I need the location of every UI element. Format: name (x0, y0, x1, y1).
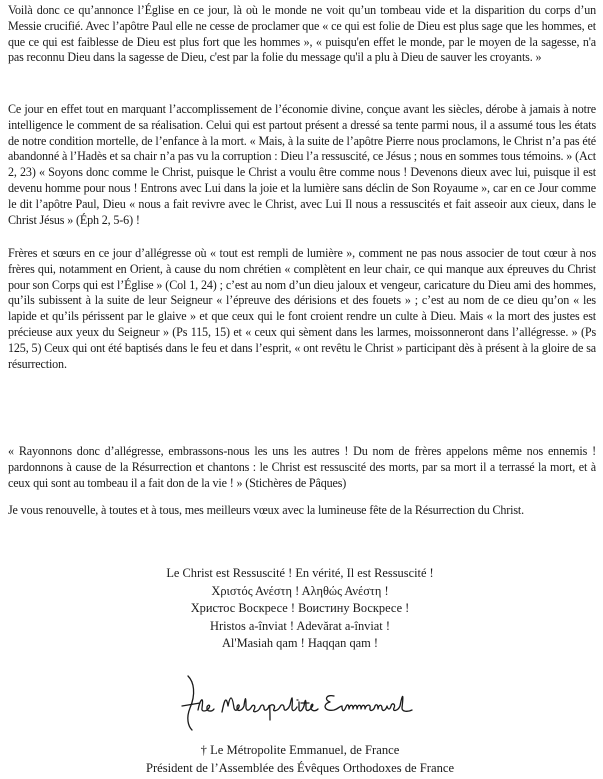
paragraph-5: Je vous renouvelle, à toutes et à tous, mes meilleurs vœux avec la lumineuse fête de la Résurrection du Christ. (8, 503, 525, 517)
greeting-greek: Χριστός Ανέστη ! Αληθώς Ανέστη ! (211, 583, 389, 598)
paschal-greetings (150, 565, 450, 653)
greeting-romanian: Hristos a-înviat ! Adevărat a-înviat ! (210, 618, 390, 633)
greeting-french: Le Christ est Ressuscité ! En vérité, Il est Ressuscité ! (166, 566, 434, 580)
signatory-name: † Le Métropolite Emmanuel, de France (200, 743, 400, 757)
handwritten-signature (176, 672, 416, 734)
signatory-block (120, 741, 480, 777)
paragraph-3: Frères et sœurs en ce jour d’allégresse où « tout est rempli de lumière », comment ne pas nous associer de tout cœur à nos frères qui, notamment en Orient, à cause du nom chrétien « complètent en leur chair, ce qui manque aux épreuves du Christ pour son Corps qui est l’Église » (Col 1, 24) ; c’est au nom d’un dieu jaloux et vengeur, caricature du Dieu ami des hommes, qu’ils subissent à la suite de leur Seigneur « l’épreuve des dérisions et des fouets » ; c’est au nom de ce dieu qu’on « les lapide et qu’ils périssent par le glaive » et que ceux qui le font croient rendre un culte à Dieu. Mais « la mort des justes est précieuse aux yeux du Seigneur » (Ps 115, 15) et « ceux qui sèment dans les larmes, moissonneront dans l’allégresse. » (Ps 125, 5) Ceux qui ont été baptisés dans le feu et dans l’esprit, « ont revêtu le Christ » participant dès à présent à la gloire de sa résurrection. (8, 246, 596, 371)
paragraph-4: « Rayonnons donc d’allégresse, embrassons-nous les uns les autres ! Du nom de frères appelons même nos ennemis ! pardonnons à cause de la Résurrection et chantons : le Christ est ressuscité des morts, par sa mort il a terrassé la mort, et à ceux qui sont au tombeau il a fait don de la vie ! » (Stichères de Pâques) (8, 444, 596, 490)
greeting-russian: Христос Воскресе ! Воистину Воскресе ! (190, 601, 410, 615)
greeting-arabic: Al'Masiah qam ! Haqqan qam ! (221, 636, 379, 650)
paragraph-2: Ce jour en effet tout en marquant l’accomplissement de l’économie divine, conçue avant les siècles, dérobe à jamais à notre intelligence le comment de sa réalisation. Celui qui est partout présent a dressé sa tente parmi nous, il a assumé tous les états de notre condition mortelle, de l’enfance à la mort. « Mais, à la suite de l’apôtre Pierre nous proclamons, le Christ n’a pas été abandonné à l’Hadès et sa chair n’a pas vu la corruption : Dieu l’a ressuscité, ce Jésus ; nous en sommes tous témoins. » (Act 2, 23) « Soyons donc comme le Christ, puisque le Christ a voulu être comme nous ! Devenons dieux avec lui, puisque il est devenu homme pour nous ! Entrons avec Lui dans la joie et la lumière sans déclin de Son Royaume », car en ce Jour comme le dit l’apôtre Paul, Dieu « nous a fait revivre avec le Christ, avec Lui Il nous a ressuscités et fait asseoir aux cieux, dans le Christ Jésus » (Éph 2, 5-6) ! (8, 102, 596, 227)
signatory-title: Président de l’Assemblée des Évêques Orthodoxes de France (145, 761, 455, 775)
paragraph-1: Voilà donc ce qu’annonce l’Église en ce jour, là où le monde ne voit qu’un tombeau vide et la disparition du corps d’un Messie crucifié. Avec l’apôtre Paul elle ne cesse de proclamer que « ce qui est folie de Dieu est plus sage que les hommes, et que ce qui est faiblesse de Dieu est plus fort que les hommes », « puisqu'en effet le monde, par le moyen de la sagesse, n'a pas reconnu Dieu dans la sagesse de Dieu, c'est par la folie du message qu'il a plu à Dieu de sauver les croyants. » (8, 3, 596, 65)
